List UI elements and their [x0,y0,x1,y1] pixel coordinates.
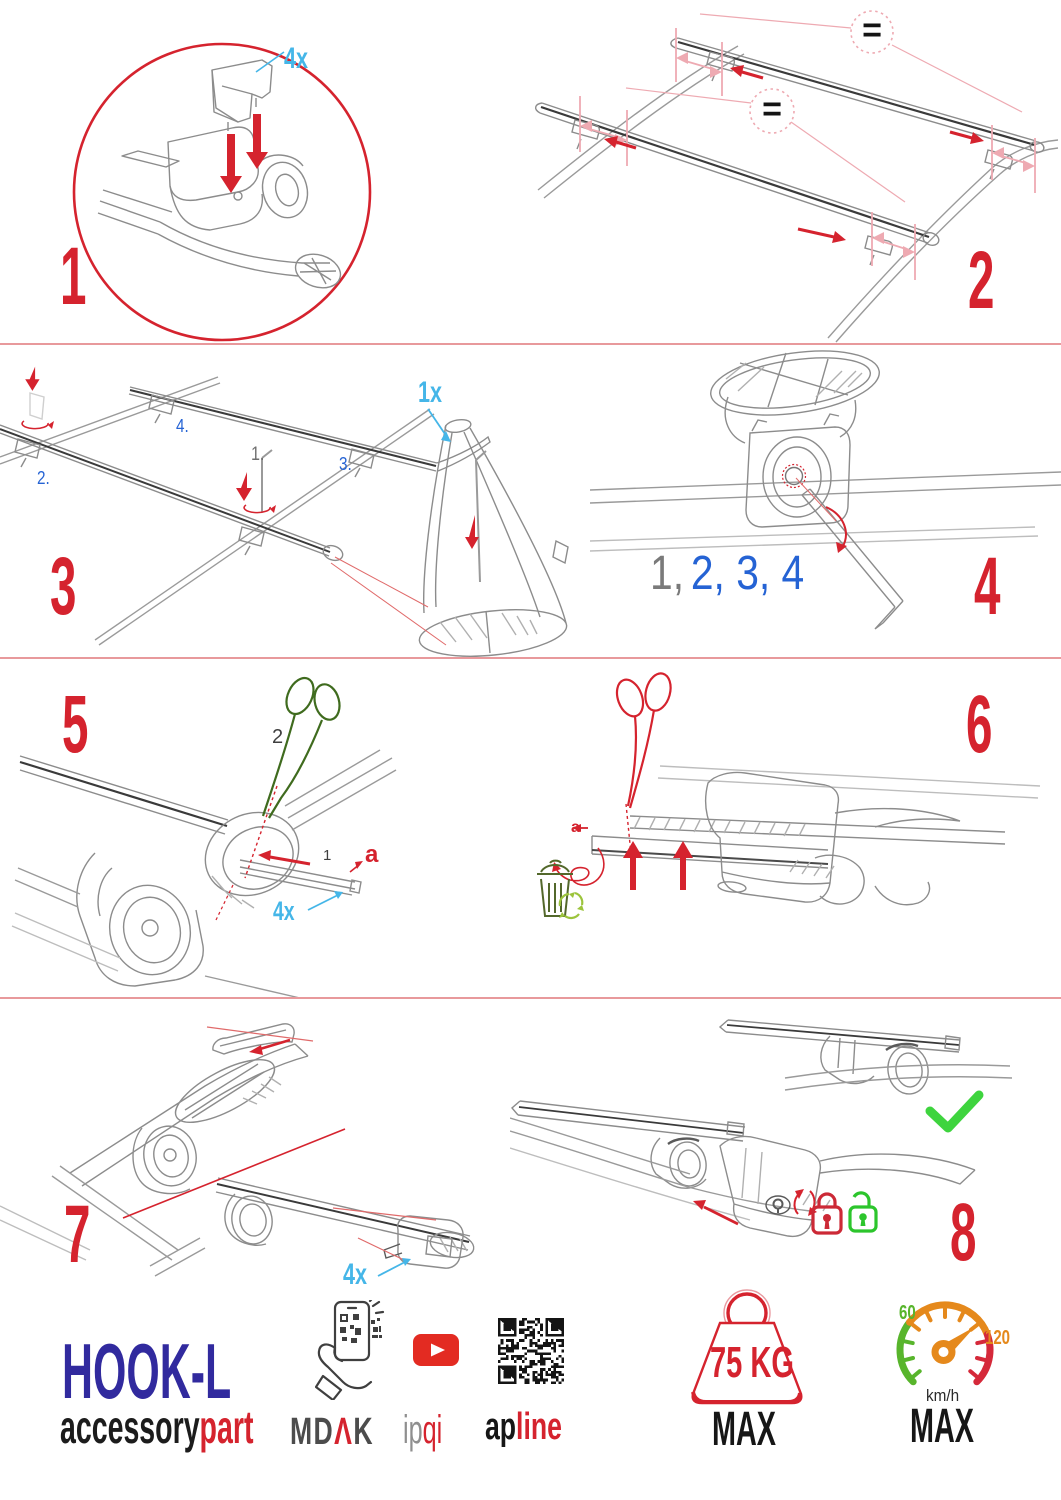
step4-sequence-label [650,547,805,600]
red-marks [22,367,479,645]
ipqi-qi: qi [422,1408,443,1452]
qty-leader-line [308,895,338,910]
speed-unit-label: km/h [926,1386,960,1405]
apline-logo [485,1408,562,1446]
foot-pad [707,345,884,443]
step3-label-2: 2. [37,468,50,488]
recycle-icon [559,892,584,918]
step6-number: 6 [966,679,993,770]
step3-label-1: 1. [251,444,265,465]
assembled-view [720,1020,1012,1097]
step3-label-4: 4. [176,416,189,436]
red-marks [123,1027,436,1260]
clamp [133,1121,202,1193]
apline-ap: ap [485,1406,517,1448]
qty-leader-line [256,52,284,72]
fitting-boot [417,418,569,658]
step3-qty-label: 1x [418,376,443,409]
qr-code [498,1318,564,1384]
speed-120-label: 120 [985,1327,1011,1349]
step8-illustration [510,998,1061,1300]
clamp-body [168,127,313,230]
step7-qty-label: 4x [343,1258,368,1291]
clamp-assembly [77,853,203,986]
sequence-blue: 2, 3, 4 [690,547,805,600]
spacing-measures [580,28,1035,280]
brand-logo [60,1401,254,1453]
sequence-gray: 1, [650,547,685,600]
unlocked-padlock-icon [850,1193,876,1231]
mdak-logo [290,1413,374,1451]
ipqi-logo [403,1410,442,1450]
bar-channel-top [70,1044,308,1186]
qty-leader-line [378,1262,405,1276]
pull-up-arrows [623,841,693,890]
mini-qr-pattern [340,1314,382,1343]
front-cross-bar [536,103,941,247]
step5-qty-label: 4x [273,896,295,926]
checkmark-icon [930,1095,979,1128]
equal-leader-lines [626,11,1022,202]
step4-number: 4 [974,541,1001,632]
weight-max-label: MAX [712,1403,777,1456]
brand-accessory: accessory [60,1401,200,1453]
step3-illustration [0,345,590,658]
equal-spacing-symbol: = [762,90,782,129]
bar-end-leaders [331,557,446,645]
phone-qr-scan-icon [315,1300,385,1400]
step5-label-a: a [365,841,379,868]
speed-max-label: MAX [910,1400,975,1453]
qty-leader-line [428,409,447,437]
needle-hub [935,1344,952,1361]
scissors-icon [612,671,674,808]
step6-label-a: a [571,819,580,836]
brand-part: part [199,1401,254,1453]
apline-line: line [516,1406,562,1448]
key-press-arrow [465,515,479,549]
lock-cover-view [510,1101,975,1236]
rubber-strip [240,860,361,895]
insert-arrows [220,114,268,193]
foot [239,527,264,555]
equal-spacing-symbol: = [862,11,882,50]
step5-label-2: 2 [272,726,284,748]
mdak-k: K [353,1411,374,1453]
mounting-bracket [212,60,272,131]
product-name: HOOK-L [62,1327,232,1415]
step1-qty-label: 4x [284,42,309,75]
clamp-housing [746,414,850,527]
mdak-caret: Λ [334,1411,354,1453]
step3-number: 3 [50,541,77,632]
weight-value: 75 KG [710,1338,794,1387]
foot [349,449,374,477]
step8-number: 8 [950,1187,977,1278]
mdak-md: MD [290,1411,335,1453]
step5-label-1: 1 [323,847,332,864]
bar-endcap-bottom [150,1178,476,1276]
step1-number: 1 [60,231,87,322]
step5-number: 5 [62,679,89,770]
rear-cross-bar [671,38,1045,154]
ipqi-ip: ip [403,1408,423,1452]
step7-number: 7 [64,1189,91,1280]
ghost-bracket [30,393,44,419]
speed-60-label: 60 [899,1302,916,1324]
tighten-marks [783,465,848,554]
detail-circle [74,44,370,340]
locked-padlock-icon [813,1194,841,1233]
youtube-icon [413,1334,459,1366]
step2-number: 2 [968,235,995,326]
step3-label-3: 3. [339,454,352,474]
